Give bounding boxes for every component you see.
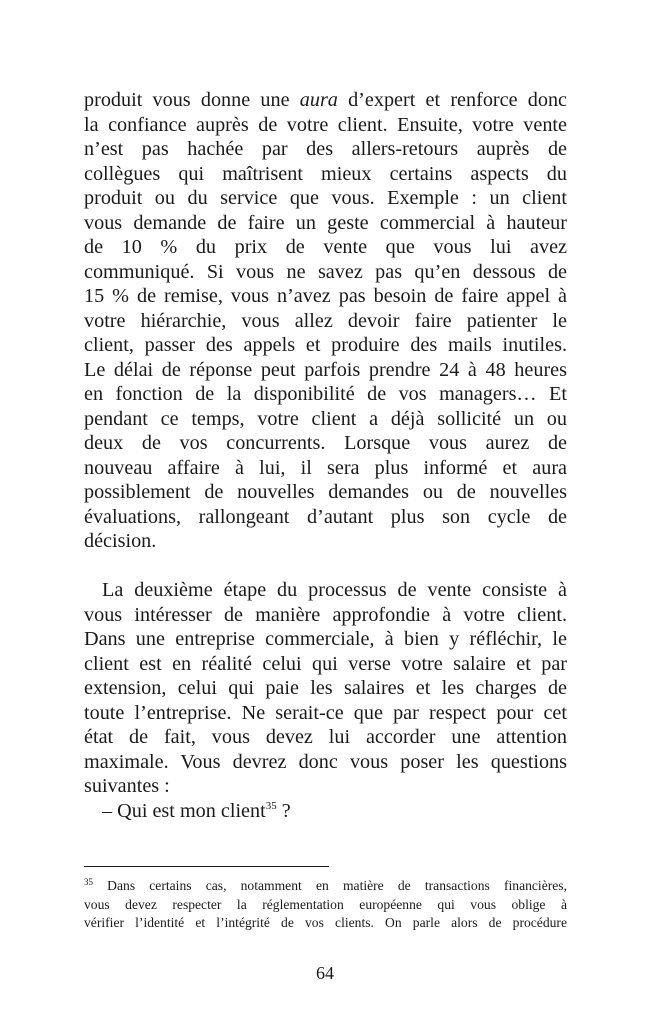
text-line: extension, celui qui paie les salaires et les charges de <box>84 677 567 699</box>
text-line: n’est pas hachée par des allers-retours auprès de <box>84 138 567 160</box>
text-line: client est en réalité celui qui verse votre salaire et par <box>84 652 567 675</box>
italic-word: aura <box>299 89 338 111</box>
text-line: produit ou du service que vous. Exemple : un client <box>84 187 567 209</box>
footnote-line: vous devez respecter la réglementation européenne qui vous oblige à <box>84 896 567 912</box>
paragraph-gap <box>84 554 567 579</box>
footnote-line: vérifier l’identité et l’intégrité de vos clients. On parle alors de procédure <box>84 915 567 930</box>
footnote-divider <box>84 866 329 867</box>
text-line: toute l’entreprise. Ne serait-ce que par respect pour cet <box>84 701 567 724</box>
paragraph-2 <box>84 578 567 799</box>
question-line: – Qui est mon client$^{35}$ ? <box>102 799 291 822</box>
footnote <box>84 877 567 933</box>
text-line: la confiance auprès de votre client. Ensuite, votre vente <box>84 113 567 136</box>
footnote-line: $^{35}$ Dans certains cas, notamment en matière de transactions financières, <box>84 877 567 893</box>
text-line: suivantes : <box>84 775 170 797</box>
text-line: communiqué. Si vous ne savez pas qu’en dessous de <box>84 260 567 283</box>
text-line: 15 % de remise, vous n’avez pas besoin de faire appel à <box>84 285 567 307</box>
text-line: possiblement de nouvelles demandes ou de nouvelles <box>84 481 567 503</box>
footnote-number: 35 <box>84 877 93 887</box>
paragraph-1 <box>84 88 567 554</box>
text-line: collègues qui maîtrisent mieux certains aspects du <box>84 162 567 185</box>
text-line: en fonction de la disponibilité de vos managers… Et <box>84 383 567 405</box>
text-line: Le délai de réponse peut parfois prendre 24 à 48 heures <box>84 358 567 381</box>
text-line: état de fait, vous devez lui accorder une attention <box>84 726 567 748</box>
page-number: 64 <box>316 963 334 983</box>
text-line: vous intéresser de manière approfondie à votre client. <box>84 603 567 626</box>
text-line: deux de vos concurrents. Lorsque vous aurez de <box>84 432 567 454</box>
text-line: pendant ce temps, votre client a déjà sollicité un ou <box>84 407 567 430</box>
text-line: évaluations, rallongeant d’autant plus son cycle de <box>84 505 567 528</box>
text-line: La deuxième étape du processus de vente consiste à <box>102 579 567 601</box>
text-line: Dans une entreprise commerciale, à bien y réfléchir, le <box>84 628 567 650</box>
text-line: maximale. Vous devrez donc vous poser les questions <box>84 750 567 773</box>
text-line: décision. <box>84 530 157 552</box>
text-line: de 10 % du prix de vente que vous lui avez <box>84 236 567 258</box>
text-line: client, passer des appels et produire des mails inutiles. <box>84 334 567 356</box>
footnote-reference[interactable]: 35 <box>265 799 277 812</box>
text-line: nouveau affaire à lui, il sera plus informé et aura <box>84 456 567 479</box>
text-line: produit vous donne une aura d’expert et renforce donc <box>84 89 567 111</box>
page-body <box>84 88 567 823</box>
text-line: vous demande de faire un geste commercial à hauteur <box>84 211 567 234</box>
text-line: votre hiérarchie, vous allez devoir faire patienter le <box>84 309 567 332</box>
